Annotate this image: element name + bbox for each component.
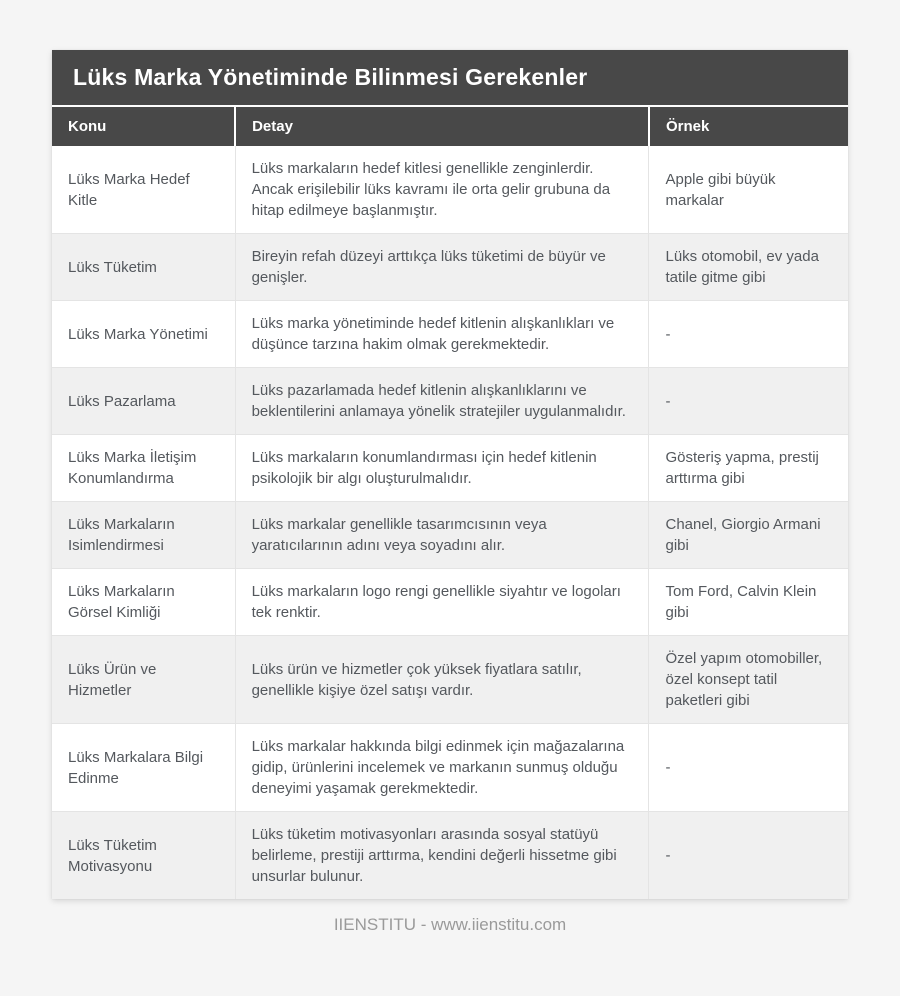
cell-detay: Lüks markaların hedef kitlesi genellikle zenginlerdir. Ancak erişilebilir lüks kavramı ile orta gelir grubuna da hitap edilmeye başlanmıştır. [235,146,649,234]
column-header-detay: Detay [235,107,649,146]
table-row [52,146,848,234]
cell-ornek: Lüks otomobil, ev yada tatile gitme gibi [649,234,848,301]
cell-konu: Lüks Markaların Isimlendirmesi [52,502,235,569]
table-row [52,368,848,435]
cell-detay: Lüks ürün ve hizmetler çok yüksek fiyatlara satılır, genellikle kişiye özel satışı vardır. [235,636,649,724]
cell-ornek: Tom Ford, Calvin Klein gibi [649,569,848,636]
table-row [52,435,848,502]
column-header-ornek: Örnek [649,107,848,146]
table-row [52,812,848,900]
cell-detay: Bireyin refah düzeyi arttıkça lüks tüketimi de büyür ve genişler. [235,234,649,301]
table-row [52,636,848,724]
cell-detay: Lüks tüketim motivasyonları arasında sosyal statüyü belirleme, prestiji arttırma, kendini değerli hissetme gibi unsurlar bulunur. [235,812,649,900]
cell-detay: Lüks markaların logo rengi genellikle siyahtır ve logoları tek renktir. [235,569,649,636]
table-row [52,569,848,636]
cell-konu: Lüks Marka Yönetimi [52,301,235,368]
cell-ornek: Özel yapım otomobiller, özel konsept tatil paketleri gibi [649,636,848,724]
cell-konu: Lüks Marka İletişim Konumlandırma [52,435,235,502]
cell-ornek: - [649,724,848,812]
cell-ornek: - [649,368,848,435]
table-row [52,234,848,301]
cell-konu: Lüks Tüketim Motivasyonu [52,812,235,900]
page-title: Lüks Marka Yönetiminde Bilinmesi Gerekenler [52,50,848,107]
table-header-row [52,107,848,146]
cell-konu: Lüks Tüketim [52,234,235,301]
cell-ornek: Gösteriş yapma, prestij arttırma gibi [649,435,848,502]
table-card [52,50,848,899]
cell-ornek: - [649,301,848,368]
table-row [52,502,848,569]
content-table [52,107,848,899]
column-header-konu: Konu [52,107,235,146]
cell-detay: Lüks markalar hakkında bilgi edinmek için mağazalarına gidip, ürünlerini incelemek ve markanın sunmuş olduğu deneyimi yaşamak gerekmektedir. [235,724,649,812]
table-row [52,301,848,368]
cell-ornek: Apple gibi büyük markalar [649,146,848,234]
cell-konu: Lüks Ürün ve Hizmetler [52,636,235,724]
cell-ornek: - [649,812,848,900]
cell-detay: Lüks pazarlamada hedef kitlenin alışkanlıklarını ve beklentilerini anlamaya yönelik stratejiler uygulanmalıdır. [235,368,649,435]
cell-detay: Lüks markaların konumlandırması için hedef kitlenin psikolojik bir algı oluşturulmalıdır. [235,435,649,502]
cell-konu: Lüks Marka Hedef Kitle [68,170,190,209]
footer-branding: IIENSTITU - www.iienstitu.com [333,915,567,934]
table-row [52,724,848,812]
cell-konu: Lüks Pazarlama [52,368,235,435]
cell-konu: Lüks Markaların Görsel Kimliği [52,569,235,636]
cell-detay: Lüks marka yönetiminde hedef kitlenin alışkanlıkları ve düşünce tarzına hakim olmak gerekmektedir. [235,301,649,368]
cell-konu: Lüks Markalara Bilgi Edinme [52,724,235,812]
cell-detay: Lüks markalar genellikle tasarımcısının veya yaratıcılarının adını veya soyadını alır. [235,502,649,569]
cell-ornek: Chanel, Giorgio Armani gibi [649,502,848,569]
